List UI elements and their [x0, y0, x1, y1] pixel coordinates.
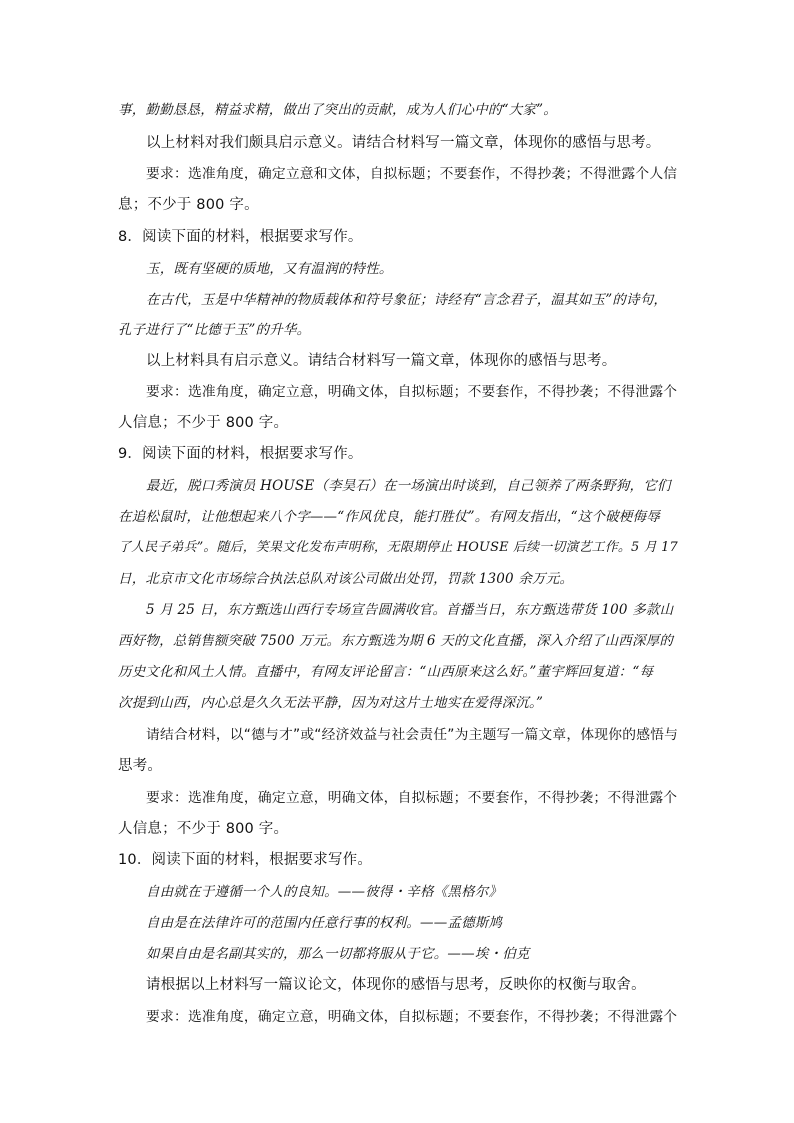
requirement-line: 人信息；不少于 800 字。	[118, 821, 289, 837]
question-10-heading: 10．阅读下面的材料，根据要求写作。	[118, 852, 373, 868]
requirement-line: 人信息；不少于 800 字。	[118, 415, 289, 431]
material-line: 5 月 25 日，东方甄选山西行专场宣告圆满收官。首播当日，东方甄选带货 100 多款山	[146, 602, 674, 618]
requirement-line: 要求：选准角度，确定立意，明确文体，自拟标题；不要套作，不得抄袭；不得泄露个	[146, 790, 678, 806]
material-line: 玉，既有坚硬的质地，又有温润的特性。	[146, 261, 393, 277]
prompt-line: 思考。	[118, 758, 163, 774]
quote-line: 自由是在法律许可的范围内任意行事的权利。——孟德斯鸠	[146, 915, 503, 931]
material-line: 了人民子弟兵”。随后，笑果文化发布声明称，无限期停止 HOUSE 后续一切演艺工作。5 月 17	[118, 540, 678, 555]
question-9-heading: 9．阅读下面的材料，根据要求写作。	[118, 446, 363, 462]
prompt-line: 请结合材料，以“德与才”或“经济效益与社会责任”为主题写一篇文章，体现你的感悟与	[146, 727, 679, 743]
material-line: 次提到山西，内心总是久久无法平静，因为对这片土地实在爱得深沉。”	[118, 695, 544, 711]
requirement-line: 息；不少于 800 字。	[118, 197, 259, 213]
prompt-line: 以上材料具有启示意义。请结合材料写一篇文章，体现你的感悟与思考。	[146, 353, 617, 369]
question-8-heading: 8．阅读下面的材料，根据要求写作。	[118, 229, 363, 245]
prompt-line: 以上材料对我们颇具启示意义。请结合材料写一篇文章，体现你的感悟与思考。	[146, 135, 661, 151]
prompt-line: 请根据以上材料写一篇议论文，体现你的感悟与思考，反映你的权衡与取舍。	[146, 977, 646, 993]
material-line: 在古代，玉是中华精神的物质载体和符号象征；诗经有“言念君子，温其如玉”的诗句，	[146, 292, 668, 308]
material-line: 最近，脱口秀演员 HOUSE（李昊石）在一场演出时谈到，自己领养了两条野狗，它们	[146, 478, 671, 494]
material-continuation-line: 事，勤勤恳恳，精益求精，做出了突出的贡献，成为人们心中的“大家”。	[118, 102, 557, 118]
quote-line: 自由就在于遵循一个人的良知。——彼得・辛格《黑格尔》	[146, 884, 503, 900]
requirement-line: 要求：选准角度，确定立意，明确文体，自拟标题；不要套作，不得抄袭；不得泄露个	[146, 384, 678, 400]
material-line: 西好物，总销售额突破 7500 万元。东方甄选为期 6 天的文化直播，深入介绍了山西深厚的	[118, 633, 674, 649]
quote-line: 如果自由是名副其实的，那么一切都将服从于它。——埃・伯克	[146, 946, 530, 962]
material-line: 在追松鼠时，让他想起来八个字——“作风优良，能打胜仗”。有网友指出，“这个破梗侮辱	[118, 509, 660, 525]
requirement-line: 要求：选准角度，确定立意，明确文体，自拟标题；不要套作，不得抄袭；不得泄露个	[146, 1009, 678, 1025]
material-line: 历史文化和风土人情。直播中，有网友评论留言：“山西原来这么好。”董宇辉回复道：“每	[118, 664, 654, 680]
requirement-line: 要求：选准角度，确定立意和文体，自拟标题；不要套作，不得抄袭；不得泄露个人信	[146, 166, 678, 182]
material-line: 孔子进行了“比德于玉”的升华。	[118, 322, 311, 338]
material-line: 日，北京市文化市场综合执法总队对该公司做出处罚，罚款 1300 余万元。	[118, 571, 574, 587]
